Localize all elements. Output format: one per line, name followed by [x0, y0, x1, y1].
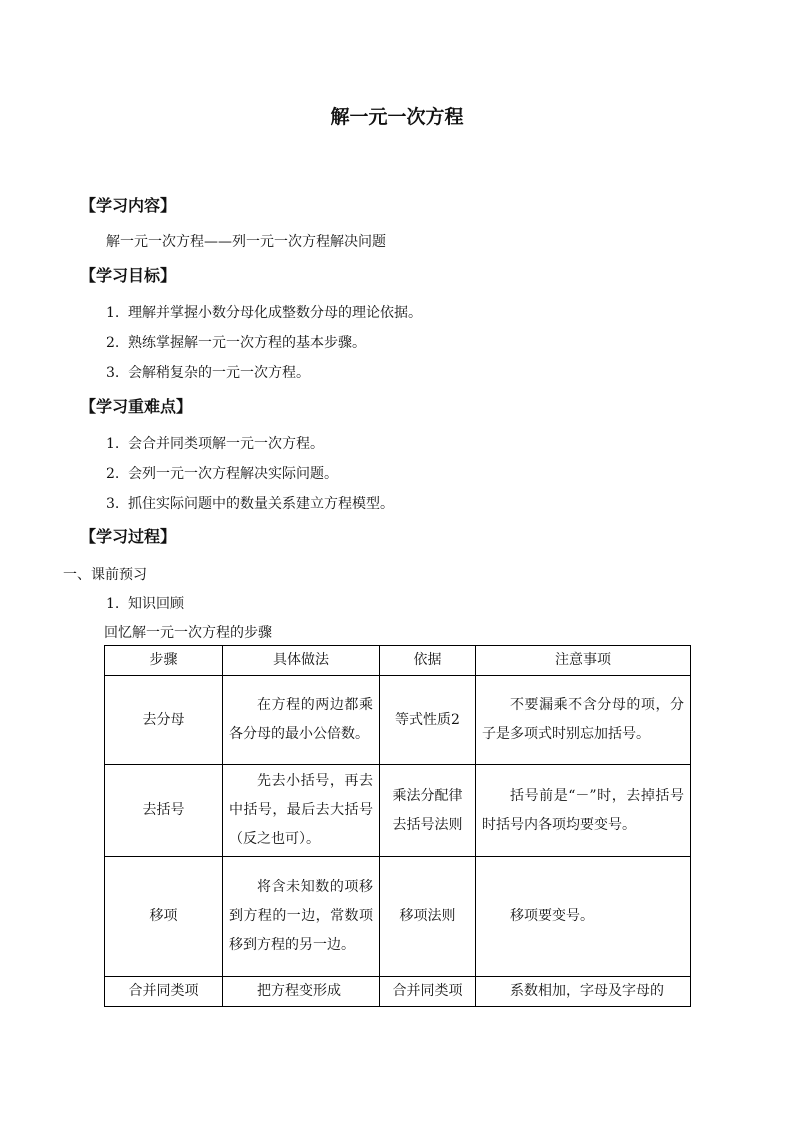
difficulty-item — [106, 434, 324, 454]
cell-method: 把方程变形成 — [223, 977, 380, 1007]
header-basis: 依据 — [380, 646, 476, 676]
difficulty-number: 3. — [106, 496, 120, 512]
goal-number: 2. — [106, 335, 120, 351]
goal-text: 理解并掌握小数分母化成整数分母的理论依据。 — [128, 305, 422, 321]
document-title: 解一元一次方程 — [330, 106, 464, 128]
goal-number: 1. — [106, 305, 120, 321]
table-row — [105, 765, 691, 857]
heading-process: 【学习过程】 — [80, 527, 177, 546]
difficulty-text: 抓住实际问题中的数量关系建立方程模型。 — [128, 496, 394, 512]
goal-item — [106, 333, 366, 353]
table-intro: 回忆解一元一次方程的步骤 — [104, 625, 272, 641]
process-subitem-text: 知识回顾 — [128, 596, 184, 612]
cell-step: 去括号 — [105, 765, 223, 857]
goal-number: 3. — [106, 365, 120, 381]
process-subitem — [106, 594, 184, 614]
cell-basis: 移项法则 — [380, 857, 476, 977]
cell-step: 去分母 — [105, 676, 223, 765]
difficulty-item — [106, 464, 338, 484]
heading-difficulties: 【学习重难点】 — [80, 397, 193, 416]
cell-note: 移项要变号。 — [476, 857, 691, 977]
cell-method: 先去小括号，再去中括号，最后去大括号（反之也可）。 — [223, 765, 380, 857]
table-row — [105, 977, 691, 1007]
cell-basis: 等式性质2 — [380, 676, 476, 765]
difficulty-text: 会列一元一次方程解决实际问题。 — [128, 466, 338, 482]
difficulty-text: 会合并同类项解一元一次方程。 — [128, 436, 324, 452]
heading-goals: 【学习目标】 — [80, 266, 177, 285]
heading-content: 【学习内容】 — [80, 196, 177, 215]
table-row — [105, 676, 691, 765]
difficulty-number: 2. — [106, 466, 120, 482]
goal-text: 熟练掌握解一元一次方程的基本步骤。 — [128, 335, 366, 351]
steps-table — [104, 645, 691, 1007]
table-row — [105, 857, 691, 977]
difficulty-item — [106, 494, 394, 514]
content-text: 解一元一次方程——列一元一次方程解决问题 — [106, 234, 386, 250]
cell-basis: 合并同类项 — [380, 977, 476, 1007]
cell-step: 合并同类项 — [105, 977, 223, 1007]
cell-basis: 乘法分配律去括号法则 — [380, 765, 476, 857]
cell-note: 括号前是“－”时，去掉括号时括号内各项均要变号。 — [476, 765, 691, 857]
difficulty-number: 1. — [106, 436, 120, 452]
cell-step: 移项 — [105, 857, 223, 977]
process-subitem-number: 1. — [106, 596, 120, 612]
cell-note: 不要漏乘不含分母的项，分子是多项式时别忘加括号。 — [476, 676, 691, 765]
table-header-row — [105, 646, 691, 676]
goal-item — [106, 363, 310, 383]
goal-text: 会解稍复杂的一元一次方程。 — [128, 365, 310, 381]
goal-item — [106, 303, 422, 323]
cell-note: 系数相加，字母及字母的 — [476, 977, 691, 1007]
cell-method: 在方程的两边都乘各分母的最小公倍数。 — [223, 676, 380, 765]
header-method: 具体做法 — [223, 646, 380, 676]
header-step: 步骤 — [105, 646, 223, 676]
process-part-title: 一、课前预习 — [63, 567, 147, 583]
header-note: 注意事项 — [476, 646, 691, 676]
cell-method: 将含未知数的项移到方程的一边，常数项移到方程的另一边。 — [223, 857, 380, 977]
